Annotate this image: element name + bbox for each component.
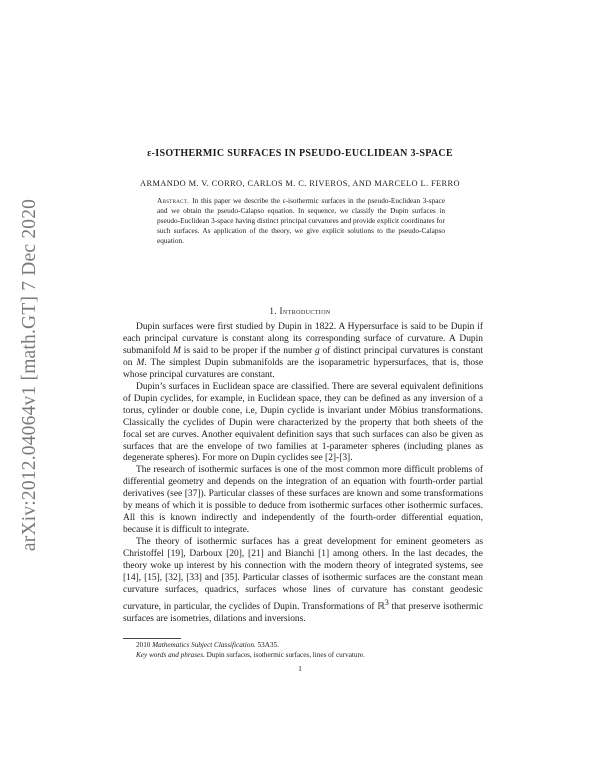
paragraph: Dupin’s surfaces in Euclidean space are classified. There are several equivalent definitions of Dupin cyclides, for example, in Euclidean space, they can be defined as any inversion of a torus, cylinder or double cone, i.e, Dupin cyclide is invariant under Möbius transformations. Classically the cyclides of Dupin were characterized by the property that both sheets of the focal set are curves. Another equivalent definition says that such surfaces can also be given as surfaces that are the envelope of two families at 1-parameter spheres (including planes as degenerate spheres). For more on Dupin cyclides see [2]-[3]. xyxy=(123,381,483,464)
footnote-label: Key words and phrases. xyxy=(136,651,205,659)
superscript: 3 xyxy=(384,597,389,607)
paragraph xyxy=(123,322,483,382)
footnote-rule xyxy=(123,638,181,639)
text-run: that preserve isothermic surfaces are isometries, dilations and inversions. xyxy=(123,602,484,625)
author-list: ARMANDO M. V. CORRO, CARLOS M. C. RIVEROS, AND MARCELO L. FERRO xyxy=(140,179,460,188)
paragraph: The research of isothermic surfaces is one of the most common more difficult problems of differential geometry and depends on the integration of an equation with fourth-order partial derivatives (see [37]). Particular classes of these surfaces are known and some transformations by means of which it is possible to deduce from isothermic surfaces other isothermic surfaces. All this is known indirectly and independently of the fourth-order differential equation, because it is difficult to integrate. xyxy=(123,465,483,536)
section-heading xyxy=(0,306,600,316)
footnote-msc xyxy=(123,640,483,650)
body-text xyxy=(123,322,483,626)
abstract-text: In this paper we describe the ε-isothermic surfaces in the pseudo-Euclidean 3-space and we obtain the pseudo-Calapso equation. In sequence, we classify the Dupin surfaces in pseudo-Euclidean 3-space having distinct principal curvatures and provide explicit coordinates for such surfaces. As application of the theory, we give explicit solutions to the pseudo-Calapso equation. xyxy=(157,196,445,245)
arxiv-stamp-text: arXiv:2012.04064v1 [math.GT] 7 Dec 2020 xyxy=(19,198,40,552)
abstract-block xyxy=(157,196,445,246)
math-symbol: g xyxy=(314,345,320,356)
math-symbol: M xyxy=(173,345,181,356)
section-name: Introduction xyxy=(279,306,331,316)
arxiv-stamp xyxy=(10,180,50,570)
text-run: of distinct principal curvatures is constant on xyxy=(123,345,483,368)
section-number: 1. xyxy=(269,306,277,316)
text-run: is said to be proper if the number xyxy=(180,345,315,356)
footnote-code: 53A35. xyxy=(257,641,279,649)
paper-title: ε-ISOTHERMIC SURFACES IN PSEUDO-EUCLIDEAN 3-SPACE xyxy=(147,148,453,159)
text-run: . The simplest Dupin submanifolds are the isoparametric hypersurfaces, that is, those whose principal curvatures are constant. xyxy=(123,357,484,380)
text-run: Dupin surfaces were first studied by Dupin in 1822. A Hypersurface is said to be Dupin if each principal curvature is constant along its corresponding surface of curvature. A Dupin submanifold xyxy=(123,322,483,356)
abstract-label: Abstract. xyxy=(157,196,190,205)
footnote-keywords-text: Dupin surfaces, isothermic surfaces, lines of curvature. xyxy=(206,651,365,659)
math-symbol: ℝ xyxy=(377,602,385,613)
math-symbol: M xyxy=(136,357,145,368)
footnote-year: 2010 xyxy=(136,641,151,649)
paragraph xyxy=(123,537,483,626)
footnote-label: Mathematics Subject Classification. xyxy=(152,641,256,649)
text-run: The theory of isothermic surfaces has a great development for eminent geometers as Christoffel [19], Darboux [20], [21] and Bianchi [1] among others. In the last decades, the theory woke up interest by his connection with the modern theory of integrated systems, see [14], [15], [32], [33] and [35]. Particular classes of isothermic surfaces are the constant mean curvature surfaces, quadrics, surfaces whose lines of curvature has constant geodesic curvature, in particular, the cyclides of Dupin. Transformations of xyxy=(123,537,483,613)
footnote-keywords xyxy=(123,650,483,660)
page-number: 1 xyxy=(298,664,302,673)
